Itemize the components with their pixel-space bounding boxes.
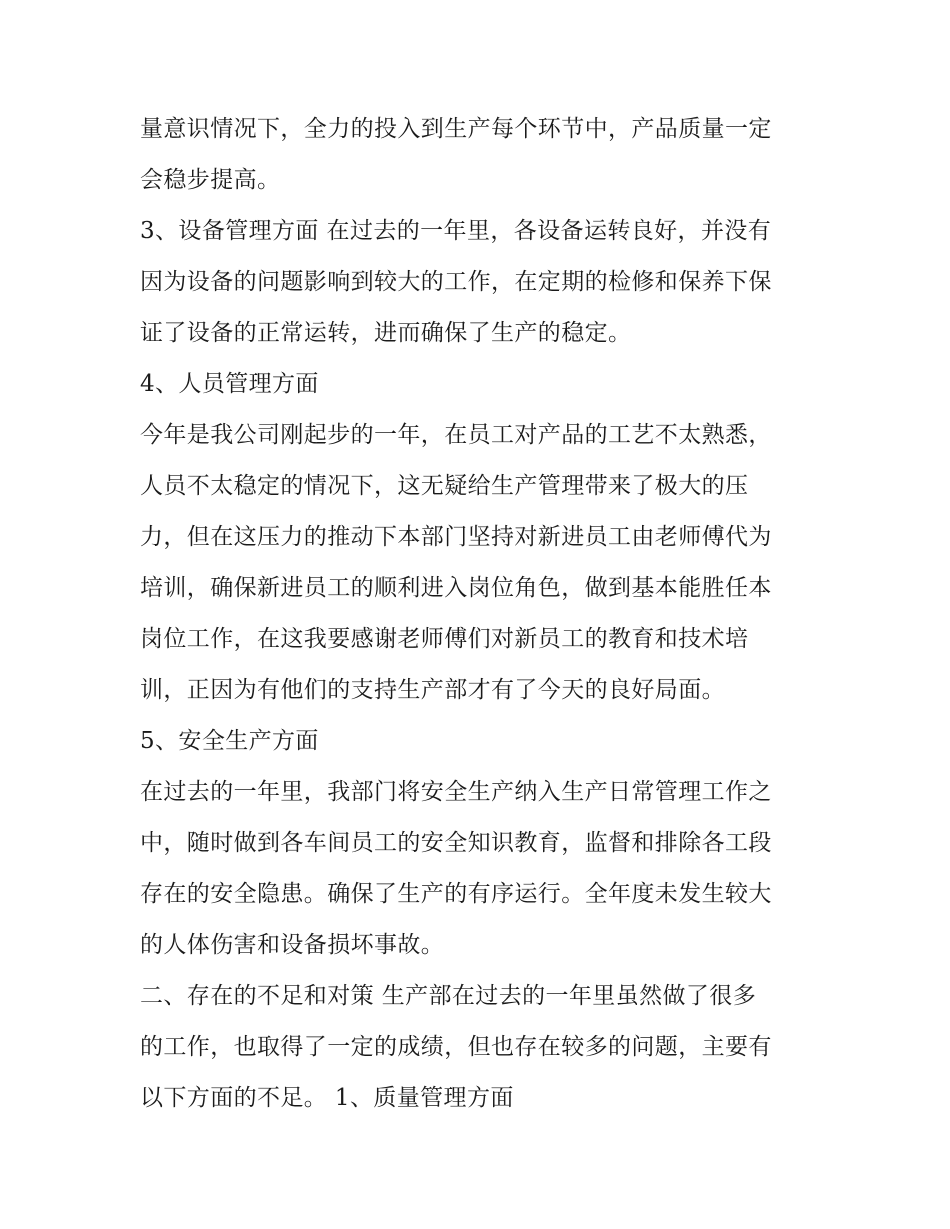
body-line: 的人体伤害和设备损坏事故。	[140, 932, 445, 958]
body-line: 今年是我公司刚起步的一年，在员工对产品的工艺不太熟悉，	[140, 422, 772, 448]
body-line: 因为设备的问题影响到较大的工作，在定期的检修和保养下保	[140, 269, 772, 295]
body-line: 培训，确保新进员工的顺利进入岗位角色，做到基本能胜任本	[140, 575, 772, 601]
body-line: 在过去的一年里，我部门将安全生产纳入生产日常管理工作之	[140, 779, 772, 805]
section-heading-equipment: 3、设备管理方面 在过去的一年里，各设备运转良好，并没有	[140, 218, 772, 244]
body-line: 岗位工作，在这我要感谢老师傅们对新员工的教育和技术培	[140, 626, 749, 652]
body-line: 量意识情况下，全力的投入到生产每个环节中，产品质量一定	[140, 116, 772, 142]
body-line: 证了设备的正常运转，进而确保了生产的稳定。	[140, 320, 632, 346]
body-line: 会稳步提高。	[140, 167, 281, 193]
body-line: 力，但在这压力的推动下本部门坚持对新进员工由老师傅代为	[140, 524, 772, 550]
body-line: 中，随时做到各车间员工的安全知识教育，监督和排除各工段	[140, 830, 772, 856]
section-heading-safety: 5、安全生产方面	[140, 728, 319, 754]
section-heading-shortcomings: 二、存在的不足和对策 生产部在过去的一年里虽然做了很多	[140, 983, 757, 1009]
body-line: 训，正因为有他们的支持生产部才有了今天的良好局面。	[140, 677, 725, 703]
body-line: 的工作，也取得了一定的成绩，但也存在较多的问题，主要有	[140, 1034, 772, 1060]
document-body	[140, 104, 812, 1124]
body-line: 人员不太稳定的情况下，这无疑给生产管理带来了极大的压	[140, 473, 749, 499]
body-line: 以下方面的不足。 1、质量管理方面	[140, 1085, 514, 1111]
body-line: 存在的安全隐患。确保了生产的有序运行。全年度未发生较大	[140, 881, 772, 907]
section-heading-personnel: 4、人员管理方面	[140, 371, 319, 397]
